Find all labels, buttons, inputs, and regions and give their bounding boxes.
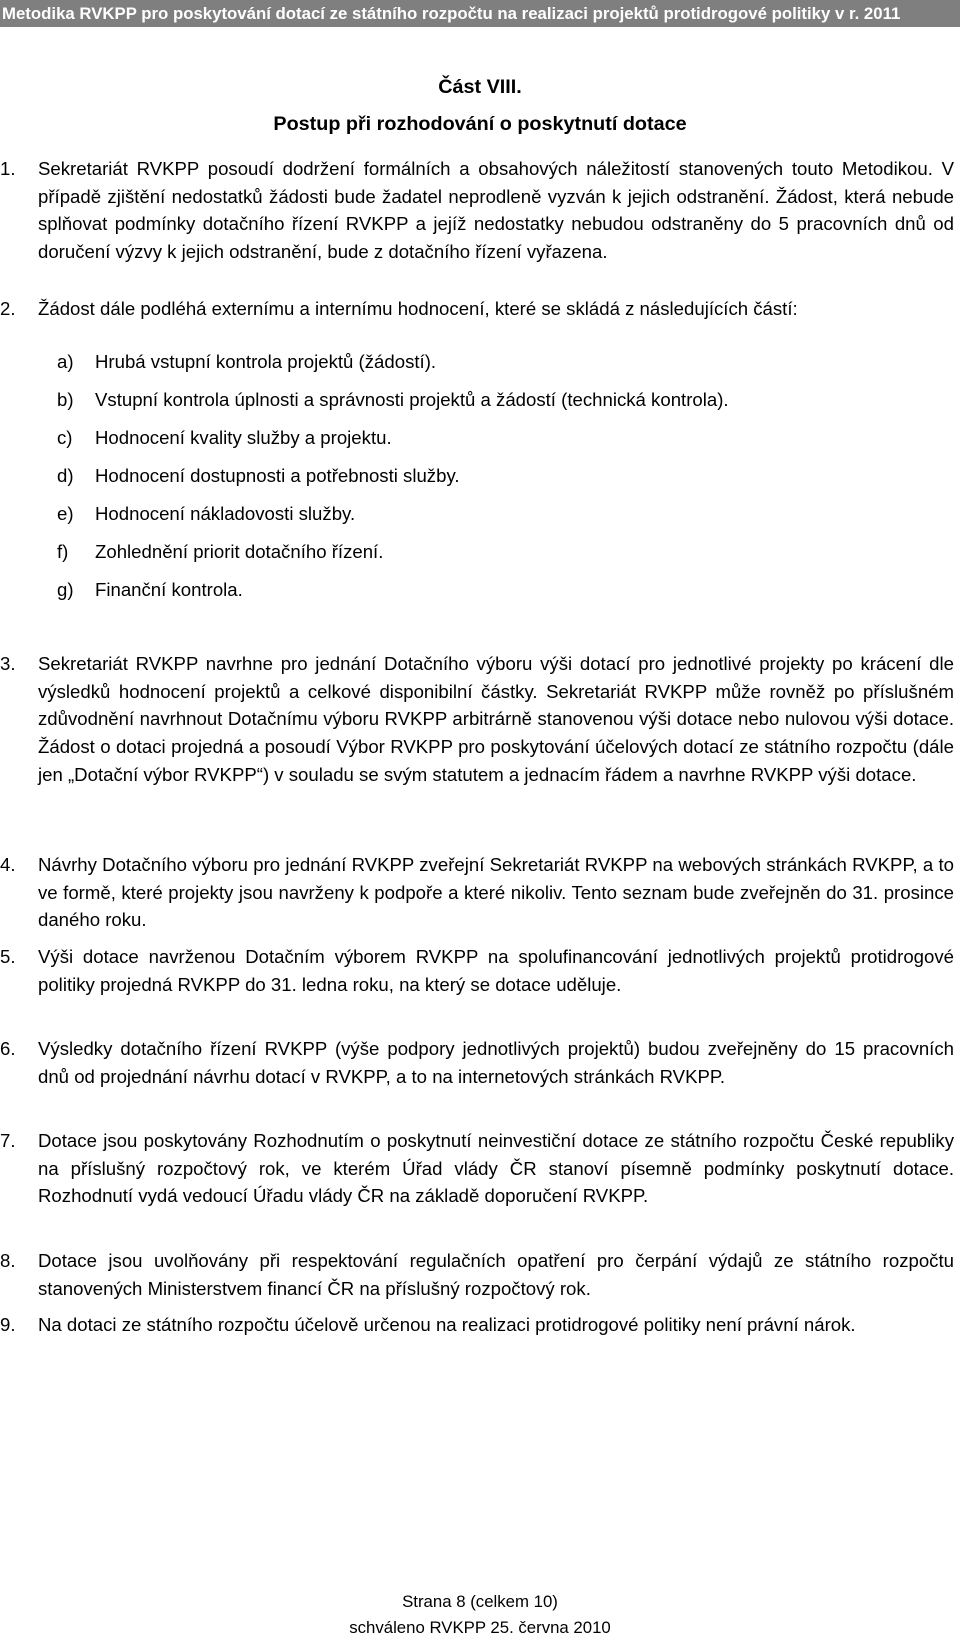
item-number: 1. (0, 158, 16, 179)
sub-item-letter: d) (57, 465, 74, 486)
item-number: 9. (0, 1314, 16, 1335)
list-item-1 (0, 155, 957, 266)
list-item-8 (0, 1247, 957, 1302)
sub-item-text: Hodnocení nákladovosti služby. (95, 503, 356, 524)
item-text: Návrhy Dotačního výboru pro jednání RVKPP zveřejní Sekretariát RVKPP na webových stránkách RVKPP, a to ve formě, které projekty jsou navrženy k podpoře a které nikoliv. Tento seznam bude zveřejněn do 31. prosince daného roku. (38, 854, 954, 931)
item-number: 4. (0, 854, 16, 875)
sub-item-text: Finanční kontrola. (95, 579, 243, 600)
item-text: Sekretariát RVKPP navrhne pro jednání Dotačního výboru výši dotací pro jednotlivé projekty po krácení dle výsledků hodnocení projektů a celkové disponibilní částky. Sekretariát RVKPP může rovněž po příslušném zdůvodnění navrhnout Dotačnímu výboru RVKPP arbitrárně stanovenou výši dotace nebo nulovou výši dotace. Žádost o dotaci projedná a posoudí Výbor RVKPP pro poskytování účelových dotací ze státního rozpočtu (dále jen „Dotační výbor RVKPP“) v souladu se svým statutem a jednacím řádem a navrhne RVKPP výši dotace. (38, 653, 954, 785)
sub-item-text: Vstupní kontrola úplnosti a správnosti projektů a žádostí (technická kontrola). (95, 389, 729, 410)
sub-item-letter: b) (57, 389, 74, 410)
list-item-2 (0, 295, 957, 323)
list-item-7 (0, 1127, 957, 1210)
sub-item-letter: a) (57, 351, 74, 372)
item-text: Dotace jsou poskytovány Rozhodnutím o poskytnutí neinvestiční dotace ze státního rozpočtu České republiky na příslušný rozpočtový rok, ve kterém Úřad vlády ČR stanoví písemně podmínky poskytnutí dotace. Rozhodnutí vydá vedoucí Úřadu vlády ČR na základě doporučení RVKPP. (38, 1130, 954, 1207)
item-number: 5. (0, 946, 16, 967)
item-number: 6. (0, 1038, 16, 1059)
sub-item-letter: g) (57, 579, 74, 600)
list-item-3 (0, 650, 957, 789)
sub-item-text: Hodnocení dostupnosti a potřebnosti služby. (95, 465, 460, 486)
section-heading: Postup při rozhodování o poskytnutí dotace (273, 113, 687, 135)
item-text: Výši dotace navrženou Dotačním výborem RVKPP na spolufinancování jednotlivých projektů protidrogové politiky projedná RVKPP do 31. ledna roku, na který se dotace uděluje. (38, 946, 954, 995)
item-number: 7. (0, 1130, 16, 1151)
page-number: Strana 8 (celkem 10) (402, 1592, 558, 1611)
sub-item-letter: c) (57, 427, 73, 448)
item-text: Sekretariát RVKPP posoudí dodržení formálních a obsahových náležitostí stanovených touto Metodikou. V případě zjištění nedostatků žádosti bude žadatel neprodleně vyzván k jejich odstranění. Žádost, která nebude splňovat podmínky dotačního řízení RVKPP a jejíž nedostatky nebudou odstraněny do 5 pracovních dnů od doručení výzvy k jejich odstranění, bude z dotačního řízení vyřazena. (38, 158, 954, 263)
list-item-9 (0, 1311, 957, 1339)
list-item-4 (0, 851, 957, 934)
item-number: 3. (0, 653, 16, 674)
sub-item-letter: e) (57, 503, 74, 524)
item-text: Na dotaci ze státního rozpočtu účelově určenou na realizaci protidrogové politiky není právní nárok. (38, 1314, 856, 1335)
list-item-5 (0, 943, 957, 998)
sub-item-text: Hodnocení kvality služby a projektu. (95, 427, 392, 448)
item-number: 8. (0, 1250, 16, 1271)
approval-note: schváleno RVKPP 25. června 2010 (349, 1618, 611, 1637)
sub-item-letter: f) (57, 541, 69, 562)
part-title: Část VIII. (438, 76, 522, 98)
sub-item-text: Zohlednění priorit dotačního řízení. (95, 541, 384, 562)
item-text: Žádost dále podléhá externímu a internímu hodnocení, které se skládá z následujících částí: (38, 298, 798, 319)
item-text: Výsledky dotačního řízení RVKPP (výše podpory jednotlivých projektů) budou zveřejněny do 15 pracovních dnů od projednání návrhu dotací v RVKPP, a to na internetových stránkách RVKPP. (38, 1038, 954, 1087)
running-header: Metodika RVKPP pro poskytování dotací ze státního rozpočtu na realizaci projektů protidrogové politiky v r. 2011 (0, 0, 960, 27)
item-number: 2. (0, 298, 16, 319)
list-item-6 (0, 1035, 957, 1090)
item-text: Dotace jsou uvolňovány při respektování regulačních opatření pro čerpání výdajů ze státního rozpočtu stanovených Ministerstvem financí ČR na příslušný rozpočtový rok. (38, 1250, 954, 1299)
sub-item-text: Hrubá vstupní kontrola projektů (žádostí). (95, 351, 437, 372)
